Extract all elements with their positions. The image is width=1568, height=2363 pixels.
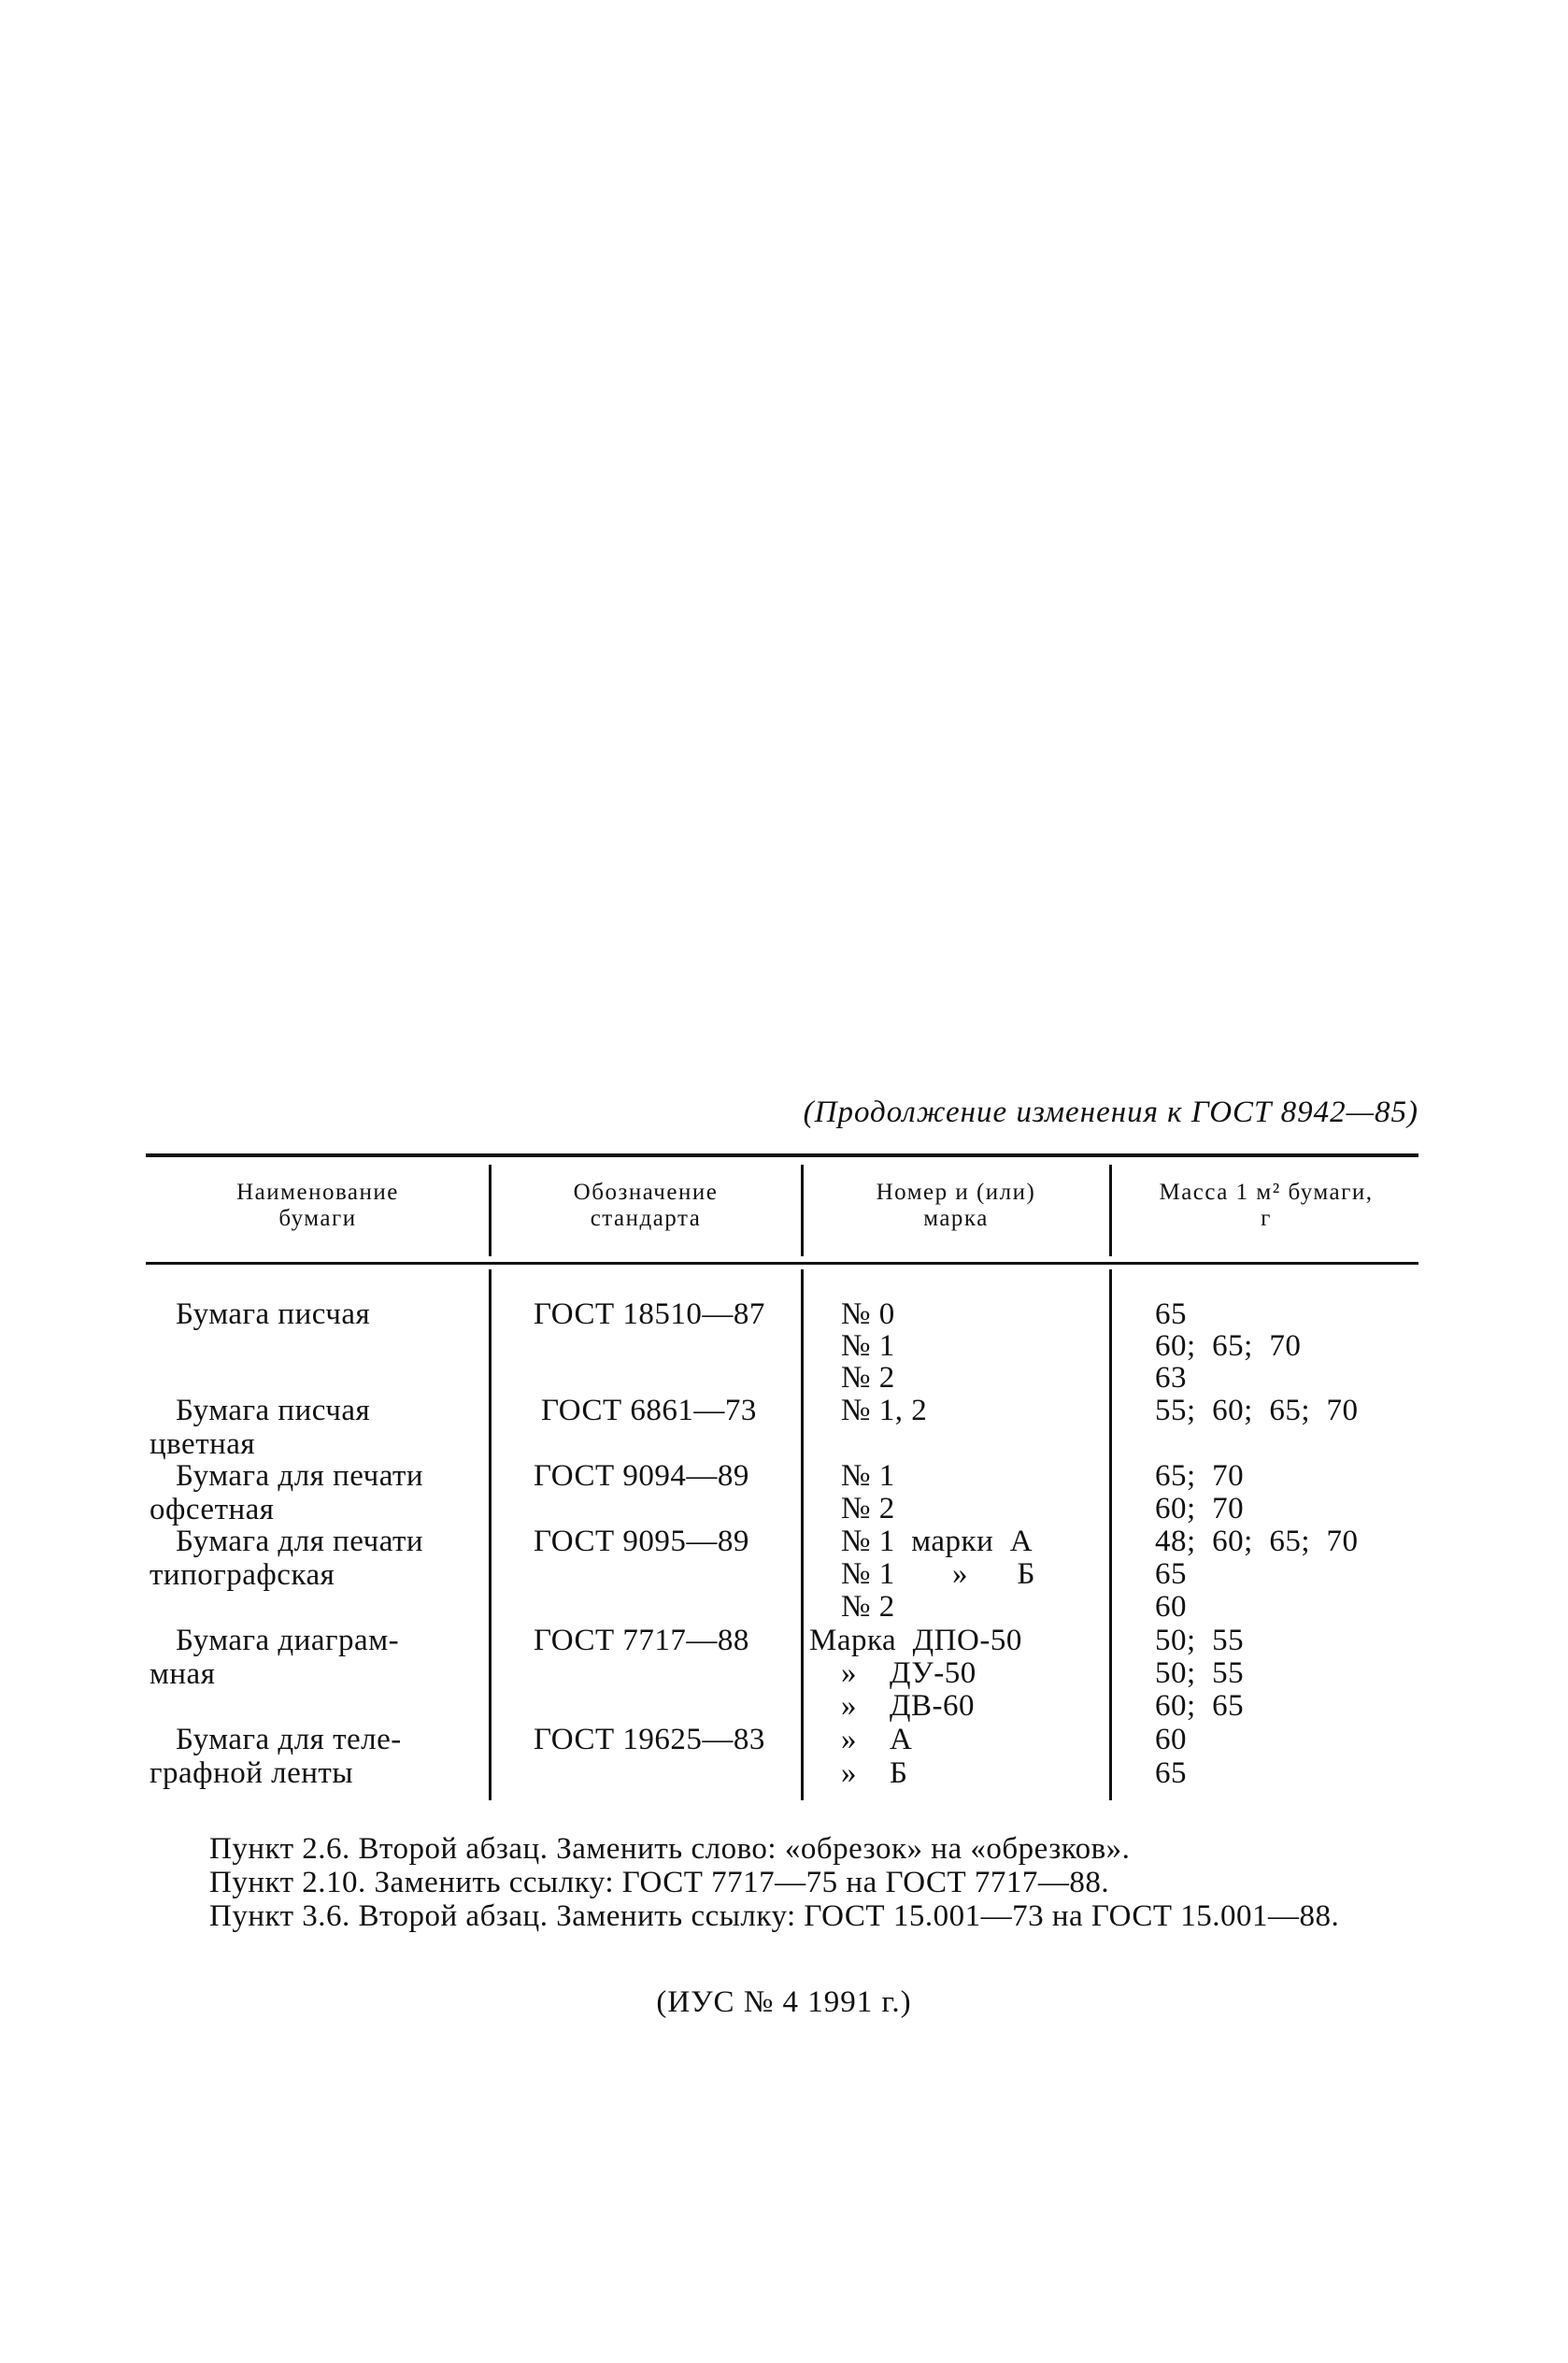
column-header-grade — [805, 1180, 1106, 1232]
paper-name: Бумага для теле- — [176, 1723, 402, 1756]
column-divider — [1109, 1269, 1112, 1800]
column-header-line: Наименование — [236, 1180, 399, 1205]
standard-designation: ГОСТ 9094—89 — [534, 1459, 749, 1493]
column-header-line: г — [1261, 1206, 1272, 1231]
grade-cell: № 1, 2 — [841, 1394, 928, 1427]
grade-cell: № 1 марки А — [841, 1525, 1033, 1558]
paper-name: Бумага для печати — [176, 1525, 424, 1558]
column-divider — [489, 1269, 492, 1800]
column-header-standard — [493, 1180, 798, 1232]
mass-cell: 60; 65; 70 — [1155, 1329, 1302, 1363]
column-header-line: марка — [923, 1206, 989, 1231]
paper-name: Бумага писчая — [176, 1297, 371, 1331]
standard-designation: ГОСТ 19625—83 — [534, 1723, 765, 1756]
column-header-name — [150, 1180, 486, 1232]
grade-cell: № 1 — [841, 1329, 895, 1363]
mass-cell: 55; 60; 65; 70 — [1155, 1394, 1359, 1427]
grade-cell: Марка ДПО-50 — [809, 1624, 1022, 1657]
column-header-line: Обозначение — [573, 1180, 719, 1205]
paper-name: офсетная — [150, 1493, 275, 1526]
ius-reference: (ИУС № 4 1991 г.) — [656, 1985, 912, 2019]
mass-cell: 65 — [1155, 1756, 1187, 1790]
column-header-line: Номер и (или) — [876, 1180, 1036, 1205]
mass-cell: 60 — [1155, 1723, 1187, 1756]
amendment-paragraph: Пункт 2.6. Второй абзац. Заменить слово: «обрезок» на «обрезков». — [209, 1832, 1131, 1866]
paper-name: Бумага диаграм- — [176, 1624, 400, 1657]
paper-name: мная — [150, 1657, 216, 1691]
paper-name: типографская — [150, 1558, 335, 1592]
table-header-rule — [146, 1262, 1418, 1265]
paper-name: графной ленты — [150, 1756, 354, 1790]
column-divider — [801, 1165, 804, 1256]
column-divider — [1109, 1165, 1112, 1256]
mass-cell: 48; 60; 65; 70 — [1155, 1525, 1359, 1558]
grade-cell: № 1 — [841, 1459, 895, 1493]
mass-cell: 65; 70 — [1155, 1459, 1245, 1493]
mass-cell: 65 — [1155, 1297, 1187, 1331]
paper-name: Бумага для печати — [176, 1459, 424, 1493]
grade-cell: » А — [841, 1723, 913, 1756]
grade-cell: » Б — [841, 1756, 908, 1790]
amendment-paragraph: Пункт 2.10. Заменить ссылку: ГОСТ 7717—75 на ГОСТ 7717—88. — [209, 1866, 1110, 1899]
standard-designation: ГОСТ 7717—88 — [534, 1624, 749, 1657]
standard-designation: ГОСТ 9095—89 — [534, 1525, 749, 1558]
mass-cell: 50; 55 — [1155, 1656, 1245, 1690]
mass-cell: 65 — [1155, 1557, 1187, 1591]
mass-cell: 60; 65 — [1155, 1689, 1245, 1723]
column-header-line: бумаги — [278, 1206, 357, 1231]
mass-cell: 50; 55 — [1155, 1624, 1245, 1657]
column-divider — [489, 1165, 492, 1256]
grade-cell: » ДУ-50 — [841, 1656, 976, 1690]
mass-cell: 60 — [1155, 1590, 1187, 1624]
grade-cell: № 0 — [841, 1297, 895, 1331]
table-top-rule — [146, 1153, 1418, 1157]
grade-cell: № 2 — [841, 1492, 895, 1525]
grade-cell: № 1 » Б — [841, 1557, 1035, 1591]
standard-designation: ГОСТ 18510—87 — [534, 1297, 765, 1331]
column-divider — [801, 1269, 804, 1800]
amendment-paragraph: Пункт 3.6. Второй абзац. Заменить ссылку: ГОСТ 15.001—73 на ГОСТ 15.001—88. — [209, 1899, 1340, 1933]
paper-name: Бумага писчая — [176, 1394, 371, 1427]
column-header-line: стандарта — [590, 1206, 702, 1231]
mass-cell: 60; 70 — [1155, 1492, 1245, 1525]
column-header-mass — [1114, 1180, 1418, 1232]
paper-name: цветная — [150, 1427, 256, 1461]
grade-cell: № 2 — [841, 1590, 895, 1624]
column-header-line: Масса 1 м² бумаги, — [1159, 1180, 1374, 1205]
continuation-header: (Продолжение изменения к ГОСТ 8942—85) — [803, 1096, 1418, 1129]
mass-cell: 63 — [1155, 1361, 1187, 1395]
grade-cell: № 2 — [841, 1361, 895, 1395]
grade-cell: » ДВ-60 — [841, 1689, 976, 1723]
standard-designation: ГОСТ 6861—73 — [541, 1394, 757, 1427]
